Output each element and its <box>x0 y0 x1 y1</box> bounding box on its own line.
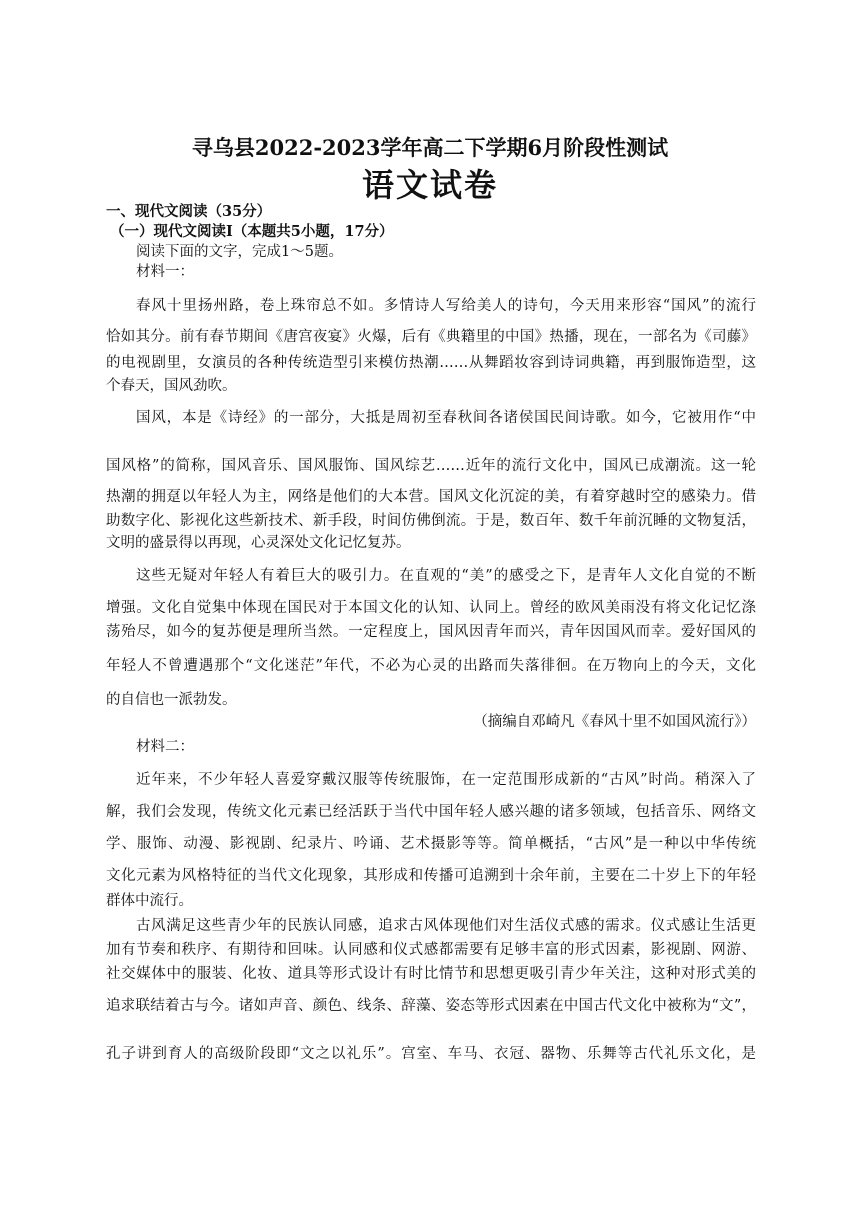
paragraph-line: 孔子讲到育人的高级阶段即“文之以礼乐”。宫室、车马、衣冠、器物、乐舞等古代礼乐文化，是 <box>106 1046 756 1062</box>
paragraph-line: 古风满足这些青少年的民族认同感，追求古风体现他们对生活仪式感的需求。仪式感让生活更 <box>136 918 756 934</box>
exam-subtitle: 语文试卷 <box>361 166 498 204</box>
paragraph-line: 文明的盛景得以再现，心灵深处文化记忆复苏。 <box>106 535 411 551</box>
paragraph-line: 的电视剧里，女演员的各种传统造型引来模仿热潮……从舞蹈妆容到诗词典籍，再到服饰造型，这 <box>106 355 756 371</box>
exam-title: 寻乌县2022-2023学年高二下学期6月阶段性测试 <box>191 135 669 160</box>
section-subheading: （一）现代文阅读Ⅰ（本题共5小题，17分） <box>110 223 394 240</box>
paragraph-line: 解，我们会发现，传统文化元素已经活跃于当代中国年轻人感兴趣的诸多领域，包括音乐、网络文 <box>106 804 756 820</box>
paragraph-line: 追求联结着古与今。诸如声音、颜色、线条、辞藻、姿态等形式因素在中国古代文化中被称为“文”， <box>106 998 756 1014</box>
paragraph-line: 热潮的拥趸以年轻人为主，网络是他们的大本营。国风文化沉淀的美，有着穿越时空的感染力。借 <box>106 489 756 505</box>
material1-label: 材料一： <box>136 264 194 280</box>
paragraph-line: 增强。文化自觉集中体现在国民对于本国文化的认知、认同上。曾经的欧风美雨没有将文化记忆涤 <box>106 600 756 616</box>
paragraph-line: 助数字化、影视化这些新技术、新手段，时间仿佛倒流。于是，数百年、数千年前沉睡的文物复活， <box>106 513 756 529</box>
paragraph-line: 国风，本是《诗经》的一部分，大抵是周初至春秋间各诸侯国民间诗歌。如今，它被用作“中 <box>136 410 756 426</box>
paragraph-line: 这些无疑对年轻人有着巨大的吸引力。在直观的“美”的感受之下，是青年人文化自觉的不断 <box>136 568 756 584</box>
paragraph-line: 文化元素为风格特征的当代文化现象，其形成和传播可追溯到十余年前，主要在二十岁上下的年轻 <box>106 868 756 884</box>
section-heading: 一、现代文阅读（35分） <box>106 203 272 220</box>
paragraph-line: 群体中流行。 <box>106 893 193 909</box>
paragraph-line: 春风十里扬州路，卷上珠帘总不如。多情诗人写给美人的诗句，今天用来形容“国风”的流行 <box>136 298 756 314</box>
paragraph-line: 荡殆尽，如今的复苏便是理所当然。一定程度上，国风因青年而兴，青年因国风而幸。爱好国风的 <box>106 624 756 640</box>
paragraph-line: 国风格”的简称，国风音乐、国风服饰、国风综艺……近年的流行文化中，国风已成潮流。这一轮 <box>106 458 756 474</box>
paragraph-line: 近年来，不少年轻人喜爱穿戴汉服等传统服饰，在一定范围形成新的“古风”时尚。稍深入了 <box>136 772 756 788</box>
instruction-text: 阅读下面的文字，完成1～5题。 <box>136 244 343 260</box>
paragraph-line: 年轻人不曾遭遇那个“文化迷茫”年代，不必为心灵的出路而失落徘徊。在万物向上的今天，文化 <box>106 658 756 674</box>
paragraph-line: 社交媒体中的服装、化妆、道具等形式设计有时比情节和思想更吸引青少年关注，这种对形式美的 <box>106 966 756 982</box>
paragraph-line: 加有节奏和秩序、有期待和回味。认同感和仪式感都需要有足够丰富的形式因素，影视剧、网游、 <box>106 942 756 958</box>
paragraph-line: 个春天，国风劲吹。 <box>106 378 237 394</box>
material2-label: 材料二： <box>136 739 194 755</box>
source-citation: （摘编自邓崎凡《春风十里不如国风流行》） <box>473 714 756 730</box>
paragraph-line: 的自信也一派勃发。 <box>106 692 237 708</box>
paragraph-line: 恰如其分。前有春节期间《唐宫夜宴》火爆，后有《典籍里的中国》热播，现在，一部名为《司藤》 <box>106 329 756 345</box>
paragraph-line: 学、服饰、动漫、影视剧、纪录片、吟诵、艺术摄影等等。简单概括，“古风”是一种以中华传统 <box>106 836 756 852</box>
